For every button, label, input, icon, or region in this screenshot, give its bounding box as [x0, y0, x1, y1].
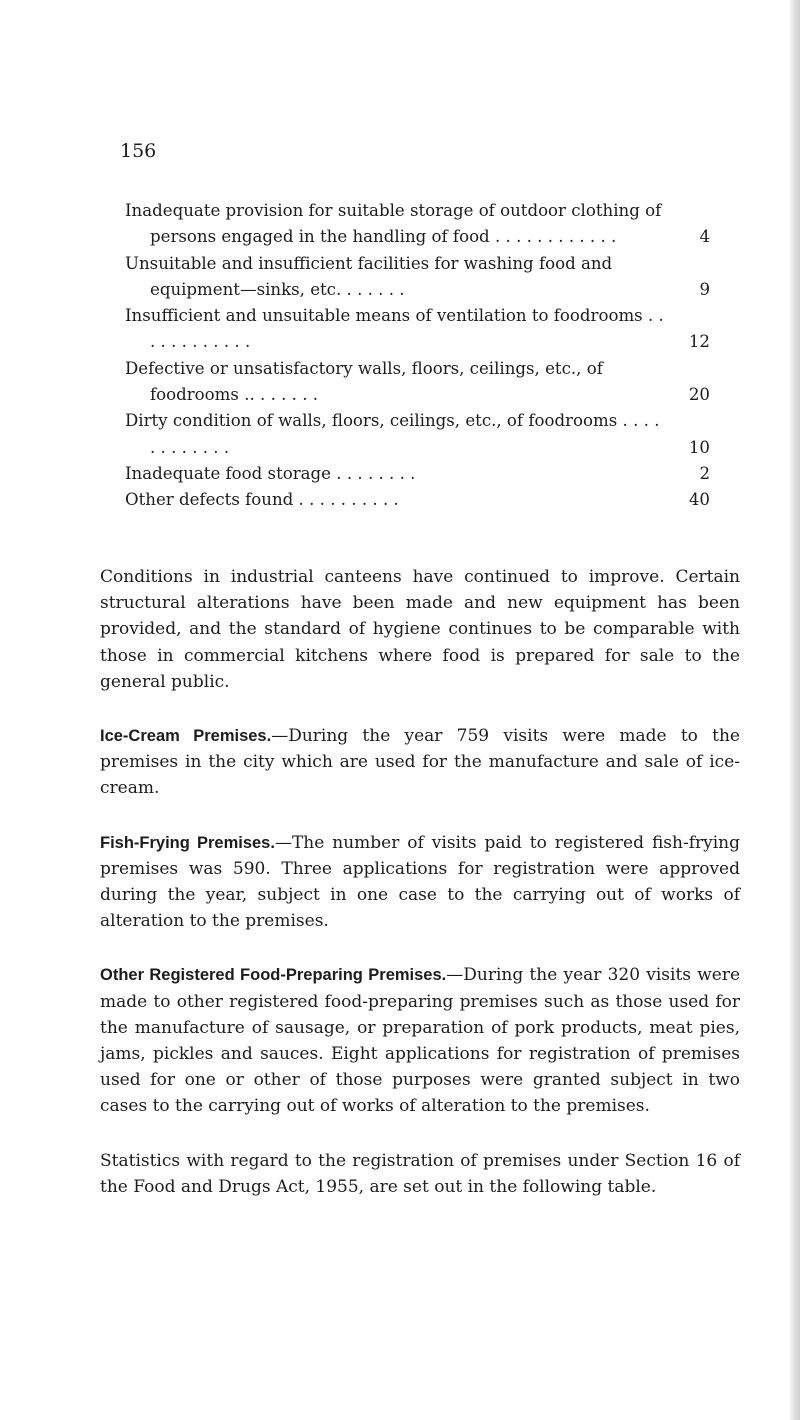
defect-row	[125, 461, 710, 487]
section-heading: Other Registered Food-Preparing Premises.	[100, 966, 447, 985]
paragraph-canteens	[100, 564, 740, 695]
section-heading: Ice-Cream Premises.	[100, 727, 272, 746]
paragraph-text: —The number of visits paid to registered fish-frying premises was 590. Three applications for registration were approved during the year, subject in one case to the carrying out of works of alteration to the premises.	[100, 832, 740, 932]
defect-count: 9	[699, 279, 710, 299]
dot-leader: . . . . . . . .	[336, 463, 416, 483]
defect-text: Inadequate food storage . . . . . . . .	[125, 463, 416, 483]
paragraph-fish-frying	[100, 830, 740, 935]
defect-count: 2	[699, 463, 710, 483]
defects-list	[125, 198, 710, 514]
paragraph-text: Statistics with regard to the registration of premises under Section 16 of the Food and Drugs Act, 1955, are set out in the following table.	[100, 1150, 740, 1197]
dot-leader: . . . . . . . .	[319, 490, 399, 510]
defect-count: 10	[688, 437, 710, 457]
defect-count: 20	[688, 385, 710, 405]
defect-text: Defective or unsatisfactory walls, floors, ceilings, etc., of foodrooms .. . . . . . .	[125, 358, 603, 405]
dot-leader: . . . . . . . . . .	[150, 411, 660, 457]
page-edge-shadow	[790, 0, 800, 1420]
defect-count: 12	[688, 332, 710, 352]
defect-row	[125, 408, 710, 461]
section-heading: Fish-Frying Premises.	[100, 833, 275, 852]
paragraph-text: —During the year 320 visits were made to other registered food-preparing premises such as those used for the manufacture of sausage, or preparation of pork products, meat pies, jams, pickles and sauces. Eight applications for registration of premises used for one or other of those purposes were granted subject in two cases to the carrying out of works of alteration to the premises.	[100, 965, 741, 1117]
paragraph-text: Conditions in industrial canteens have continued to improve. Certain structural alterations have been made and new equipment has been provided, and the standard of hygiene continues to be comparable with those in commercial kitchens where food is prepared for sale to the general public.	[100, 567, 740, 692]
paragraph-statistics	[100, 1148, 740, 1200]
paragraph-text: —During the year 759 visits were made to the premises in the city which are used for the manufacture and sale of ice-cream.	[100, 726, 740, 799]
dot-leader: .. . . . . . .	[244, 385, 319, 405]
defect-row	[125, 198, 710, 251]
defect-text: Unsuitable and insufficient facilities for washing food and equipment—sinks, etc. . . . . . .	[125, 253, 613, 299]
paragraph-ice-cream	[100, 723, 740, 802]
dot-leader: . . . . . . . . . .	[150, 332, 251, 352]
defect-text: Other defects found . . . . . . . . . .	[125, 490, 399, 510]
defect-row	[125, 487, 710, 513]
body-text	[100, 564, 740, 1200]
paragraph-food-preparing	[100, 962, 740, 1119]
defect-text: Insufficient and unsuitable means of ventilation to foodrooms . . . . . . . . . . . .	[125, 306, 664, 352]
defect-text: Inadequate provision for suitable storage of outdoor clothing of persons engaged in the handling of food . . . . . . . . . . . .	[125, 201, 662, 247]
defect-count: 4	[699, 227, 710, 247]
dot-leader: . . . . . .	[346, 279, 405, 299]
defect-row	[125, 251, 710, 304]
dot-leader: . . . . . . . . . . . .	[494, 227, 617, 247]
defect-count: 40	[688, 490, 710, 510]
defect-row	[125, 356, 710, 409]
defect-text: Dirty condition of walls, floors, ceilings, etc., of foodrooms . . . . . . . . . . . .	[125, 411, 660, 457]
defect-row	[125, 303, 710, 356]
page-number: 156	[120, 140, 157, 162]
